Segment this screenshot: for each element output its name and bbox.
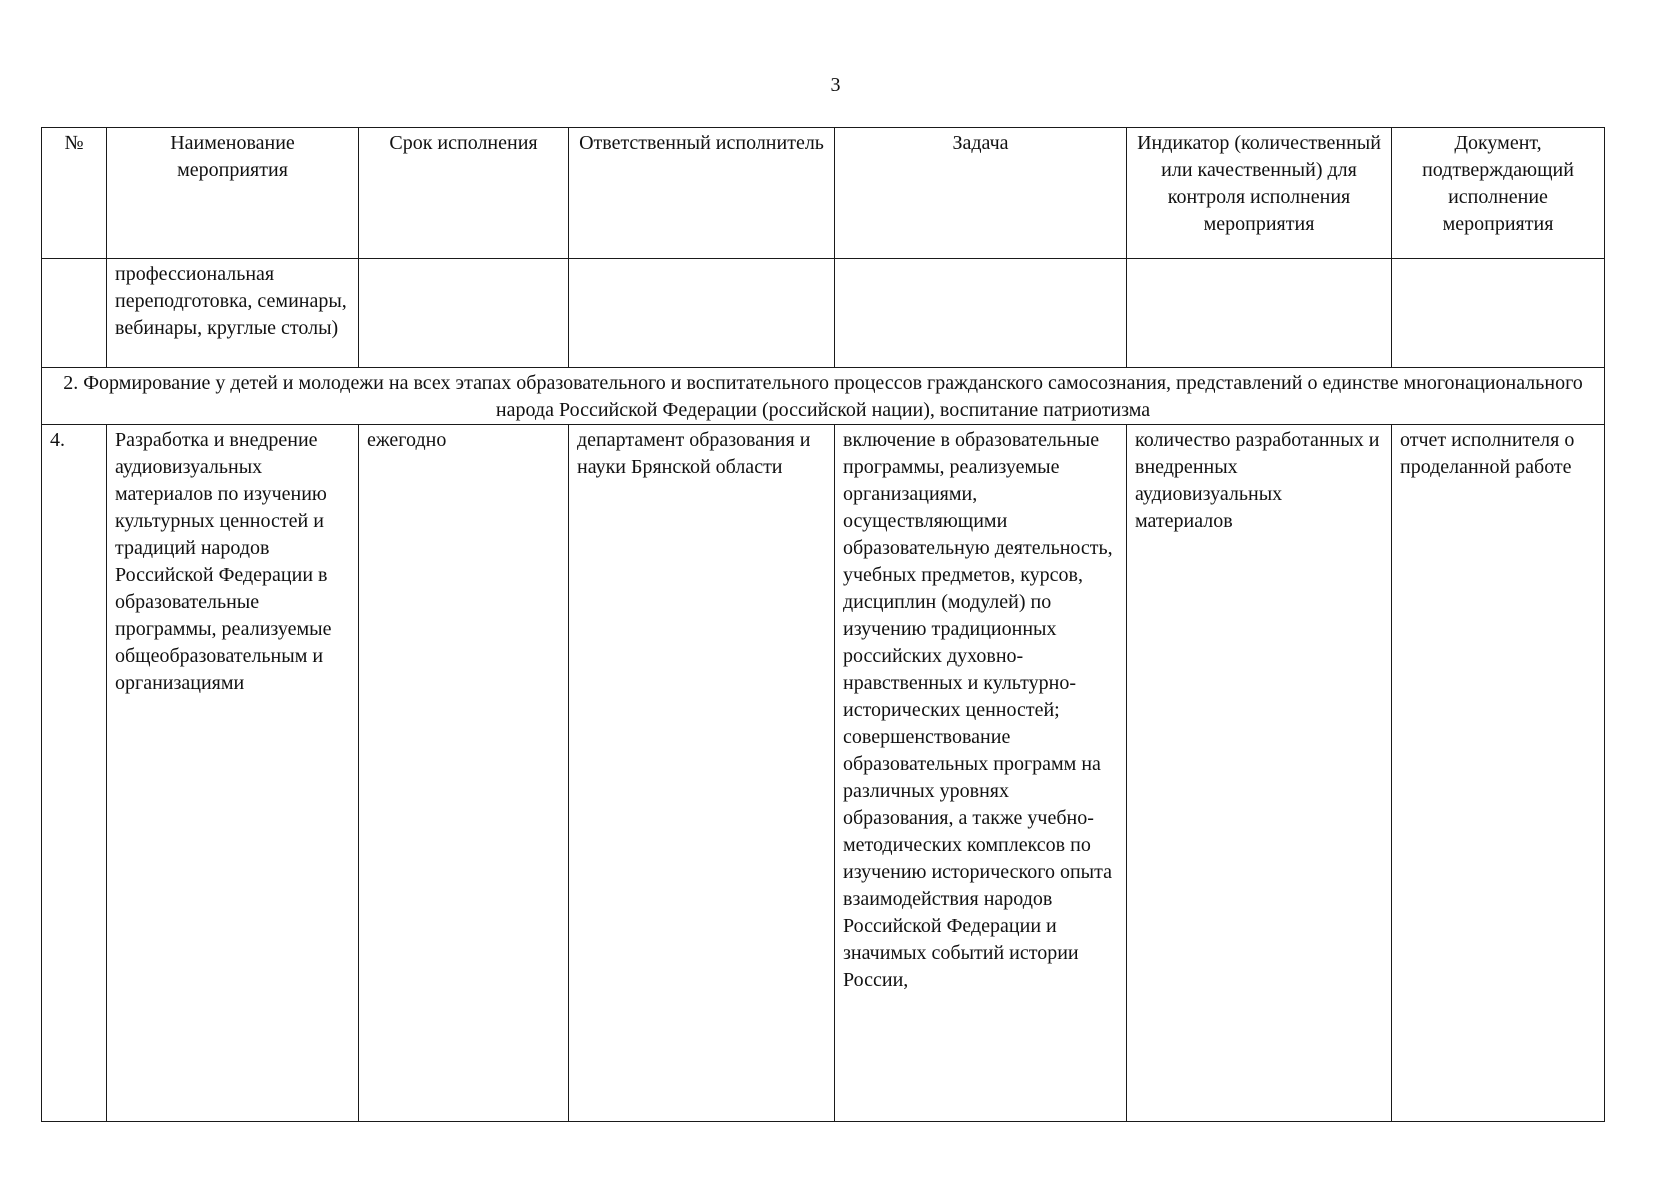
header-task: Задача [835, 128, 1127, 259]
cell-executor [569, 259, 835, 368]
cell-deadline: ежегодно [359, 425, 569, 1122]
header-row [42, 128, 1605, 259]
header-deadline: Срок исполнения [359, 128, 569, 259]
header-num: № [42, 128, 107, 259]
page-number: 3 [830, 74, 841, 96]
cell-indicator [1127, 259, 1392, 368]
cell-deadline [359, 259, 569, 368]
cell-executor: департамент образования и науки Брянской области [569, 425, 835, 1122]
table-row [42, 259, 1605, 368]
cell-name: профессиональная переподготовка, семинары, вебинары, круглые столы) [107, 259, 359, 368]
cell-document: отчет исполнителя о проделанной работе [1392, 425, 1605, 1122]
header-document: Документ, подтверждающий исполнение мероприятия [1392, 128, 1605, 259]
section-heading: 2. Формирование у детей и молодежи на всех этапах образовательного и воспитательного процессов гражданского самосознания, представлений о единстве многонационального народа Российской Федерации (российской нации), воспитание патриотизма [42, 368, 1605, 425]
action-plan-table [41, 127, 1605, 1122]
table-row [42, 425, 1605, 1122]
cell-num: 4. [42, 425, 107, 1122]
cell-indicator: количество разработанных и внедренных аудиовизуальных материалов [1127, 425, 1392, 1122]
header-indicator: Индикатор (количественный или качественный) для контроля исполнения мероприятия [1127, 128, 1392, 259]
header-name: Наименование мероприятия [107, 128, 359, 259]
cell-task: включение в образовательные программы, реализуемые организациями, осуществляющими образовательную деятельность, учебных предметов, курсов, дисциплин (модулей) по изучению традиционных российских духовно-нравственных и культурно-исторических ценностей; совершенствование образовательных программ на различных уровнях образования, а также учебно-методических комплексов по изучению исторического опыта взаимодействия народов Российской Федерации и значимых событий истории России, [835, 425, 1127, 1122]
header-executor: Ответственный исполнитель [569, 128, 835, 259]
section-row [42, 368, 1605, 425]
cell-name: Разработка и внедрение аудиовизуальных материалов по изучению культурных ценностей и традиций народов Российской Федерации в образовательные программы, реализуемые общеобразовательным и организациями [107, 425, 359, 1122]
cell-task [835, 259, 1127, 368]
cell-num [42, 259, 107, 368]
cell-document [1392, 259, 1605, 368]
